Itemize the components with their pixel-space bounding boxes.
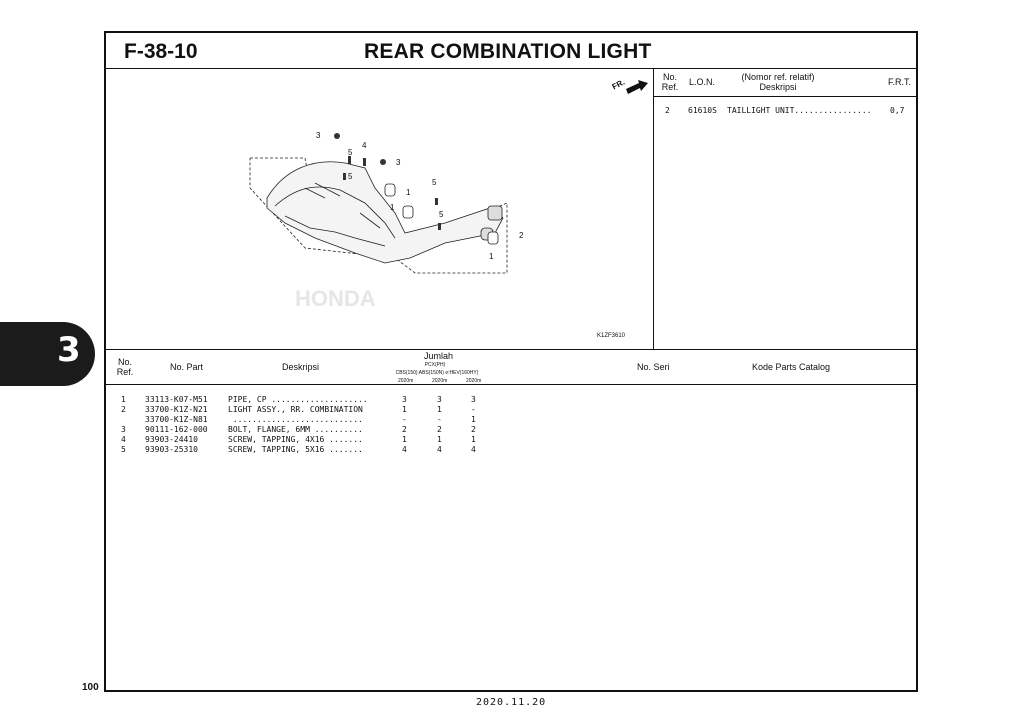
ref-row-ref: 2 <box>665 106 670 115</box>
callout-1c: 1 <box>489 252 494 261</box>
row-q1: 3 <box>402 395 407 404</box>
section-tab <box>0 322 95 386</box>
row-part: 33700-K1Z-N81 <box>145 415 208 424</box>
parts-header-model: PCX(PH) <box>424 362 446 368</box>
parts-header-no: No. Ref. <box>116 357 134 377</box>
row-q2: 1 <box>437 435 442 444</box>
title-divider <box>104 68 918 69</box>
row-q2: 2 <box>437 425 442 434</box>
footer-date: 2020.11.20 <box>476 697 547 708</box>
parts-header-catalog: Kode Parts Catalog <box>752 362 831 372</box>
row-desc: ........................... <box>228 415 363 424</box>
parts-header-qty: Jumlah <box>424 351 454 361</box>
callout-5b: 5 <box>348 172 353 181</box>
callout-1b: 1 <box>406 188 411 197</box>
row-desc: BOLT, FLANGE, 6MM .......... <box>228 425 363 434</box>
ref-row-lon: 61610S <box>688 106 717 115</box>
callout-4: 4 <box>362 141 367 150</box>
parts-header-part: No. Part <box>170 362 204 372</box>
parts-header-year-1: 2020m <box>398 378 414 384</box>
parts-header-desc: Deskripsi <box>282 362 320 372</box>
page-number: 100 <box>82 682 99 693</box>
page-title: REAR COMBINATION LIGHT <box>364 40 652 63</box>
row-q2: 3 <box>437 395 442 404</box>
illustration-divider <box>653 68 654 349</box>
callout-3b: 3 <box>396 158 401 167</box>
row-q3: 1 <box>471 435 476 444</box>
table-header-top <box>104 349 918 350</box>
row-q1: 4 <box>402 445 407 454</box>
row-desc: LIGHT ASSY., RR. COMBINATION <box>228 405 363 414</box>
row-q2: 1 <box>437 405 442 414</box>
ref-row-frt: 0,7 <box>890 106 905 115</box>
row-q3: 4 <box>471 445 476 454</box>
exploded-diagram <box>245 128 535 318</box>
row-desc: SCREW, TAPPING, 4X16 ....... <box>228 435 363 444</box>
parts-header-year-3: 2020m <box>466 378 482 384</box>
callout-5c: 5 <box>432 178 437 187</box>
callout-2: 2 <box>519 231 524 240</box>
row-part: 93903-24410 <box>145 435 198 444</box>
row-q3: 3 <box>471 395 476 404</box>
row-q2: 4 <box>437 445 442 454</box>
section-tab-label: 3 <box>57 330 81 370</box>
callout-5a: 5 <box>348 148 353 157</box>
row-ref: 2 <box>121 405 126 414</box>
row-part: 33113-K07-M51 <box>145 395 208 404</box>
ref-row-desc: TAILLIGHT UNIT................ <box>727 106 872 115</box>
row-ref: 4 <box>121 435 126 444</box>
row-q3: - <box>471 405 476 414</box>
ref-header-lon: L.O.N. <box>689 77 716 87</box>
row-desc: PIPE, CP .................... <box>228 395 368 404</box>
callout-1a: 1 <box>390 203 395 212</box>
parts-header-serial: No. Seri <box>637 362 670 372</box>
callout-5d: 5 <box>439 210 444 219</box>
row-part: 33700-K1Z-N21 <box>145 405 208 414</box>
honda-watermark: HONDA <box>295 286 376 311</box>
row-ref: 3 <box>121 425 126 434</box>
row-part: 90111-162-000 <box>145 425 208 434</box>
parts-header-variants: CBS(150) ABS(150N) e:HEV(160HY) <box>395 370 479 376</box>
ref-table-header-line <box>653 96 918 97</box>
ref-header-desc: (Nomor ref. relatif) Deskripsi <box>741 72 815 92</box>
ref-header-frt: F.R.T. <box>888 77 912 87</box>
row-q2: - <box>437 415 442 424</box>
front-direction-label: FR. <box>610 77 627 92</box>
table-header-bottom <box>104 384 918 385</box>
front-arrow-icon <box>626 80 648 94</box>
row-desc: SCREW, TAPPING, 5X16 ....... <box>228 445 363 454</box>
row-q1: - <box>402 415 407 424</box>
row-part: 93903-25310 <box>145 445 198 454</box>
row-q1: 2 <box>402 425 407 434</box>
row-q1: 1 <box>402 405 407 414</box>
row-q3: 2 <box>471 425 476 434</box>
illustration-code: K1ZF3610 <box>597 333 626 339</box>
ref-header-no: No. Ref. <box>661 72 679 92</box>
row-ref: 5 <box>121 445 126 454</box>
callout-3a: 3 <box>316 131 321 140</box>
figure-code: F-38-10 <box>124 40 198 63</box>
row-q1: 1 <box>402 435 407 444</box>
row-ref: 1 <box>121 395 126 404</box>
row-q3: 1 <box>471 415 476 424</box>
parts-header-year-2: 2020m <box>432 378 448 384</box>
